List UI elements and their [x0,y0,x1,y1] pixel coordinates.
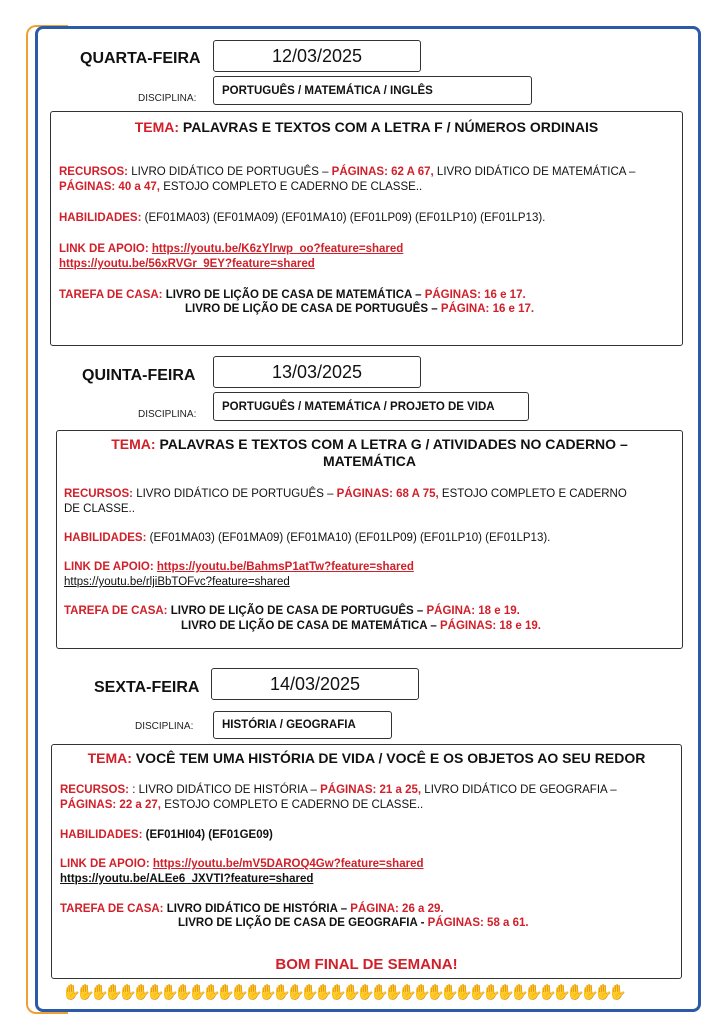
hand-print-icon: ✋ [384,984,403,1001]
tarefa-label: TAREFA DE CASA: [59,289,163,301]
tarefa-label: TAREFA DE CASA: [64,605,168,617]
hand-print-icon: ✋ [482,984,501,1001]
weekday-title: QUARTA-FEIRA [80,50,201,67]
hand-print-icon: ✋ [370,984,389,1001]
hand-print-icon: ✋ [272,984,291,1001]
recursos-pages: PÁGINAS: 62 A 67, [331,166,434,178]
hand-print-icon: ✋ [412,984,431,1001]
hand-print-icon: ✋ [468,984,487,1001]
habilidades-label: HABILIDADES: [64,532,147,544]
link-line-1 [64,560,414,575]
hand-print-icon: ✋ [258,984,277,1001]
recursos-text: LIVRO DIDÁTICO DE PORTUGUÊS – [131,166,329,178]
tarefa-pages: PÁGINA: 18 e 19. [426,605,520,617]
recursos-text: : LIVRO DIDÁTICO DE HISTÓRIA – [132,784,317,796]
hand-print-icon: ✋ [314,984,333,1001]
hand-print-icon: ✋ [118,984,137,1001]
recursos-line-1 [64,487,627,502]
link-line-2 [64,575,290,590]
tarefa-line-1 [60,902,444,917]
recursos-label: RECURSOS: [60,784,130,796]
hand-print-icon: ✋ [608,984,627,1001]
tarefa-line-2 [181,619,541,634]
hand-print-icon: ✋ [216,984,235,1001]
link-line-1 [59,242,403,257]
tema-text: VOCÊ TEM UMA HISTÓRIA DE VIDA / VOCÊ E OS OBJETOS AO SEU REDOR [135,750,646,766]
tarefa-line-2 [185,302,534,317]
hand-print-icon: ✋ [104,984,123,1001]
tema-text: PALAVRAS E TEXTOS COM A LETRA G / ATIVIDADES NO CADERNO – [159,436,628,452]
tarefa-text: LIVRO DE LIÇÃO DE CASA DE GEOGRAFIA - [178,917,425,929]
recursos-line-1 [60,783,617,798]
link-label: LINK DE APOIO: [59,243,149,255]
link-line-2 [59,257,315,272]
disciplina-box: PORTUGUÊS / MATEMÁTICA / INGLÊS [213,76,532,105]
recursos-line-2 [64,502,135,517]
tema-heading [52,750,681,767]
habilidades-label: HABILIDADES: [60,829,143,841]
hand-print-icon: ✋ [538,984,557,1001]
hand-print-icon: ✋ [230,984,249,1001]
link-label: LINK DE APOIO: [64,561,154,573]
tarefa-text: LIVRO DE LIÇÃO DE CASA DE MATEMÁTICA – [181,620,437,632]
hand-print-icon: ✋ [440,984,459,1001]
hand-print-icon: ✋ [426,984,445,1001]
disciplina-label: DISCIPLINA: [138,409,197,420]
hand-print-icon: ✋ [188,984,207,1001]
tarefa-pages: PÁGINAS: 58 a 61. [427,917,529,929]
support-link[interactable]: https://youtu.be/ALEe6_JXVTI?feature=shared [60,873,314,885]
support-link[interactable]: https://youtu.be/rljiBbTOFvc?feature=shared [64,576,290,588]
hand-print-icon: ✋ [594,984,613,1001]
hand-print-icon: ✋ [202,984,221,1001]
tarefa-text: LIVRO DIDÁTICO DE HISTÓRIA – [166,903,348,915]
tema-text: PALAVRAS E TEXTOS COM A LETRA F / NÚMEROS ORDINAIS [182,119,599,135]
disciplina-label: DISCIPLINA: [135,721,194,732]
hand-print-icon: ✋ [454,984,473,1001]
hand-print-icon: ✋ [356,984,375,1001]
hand-print-icon: ✋ [398,984,417,1001]
tema-text: MATEMÁTICA [322,453,417,469]
tarefa-text: LIVRO DE LIÇÃO DE CASA DE PORTUGUÊS – [170,605,424,617]
habilidades-line [64,531,550,546]
tarefa-pages: PÁGINA: 16 e 17. [440,303,535,315]
hand-print-icon: ✋ [524,984,543,1001]
tema-label: TEMA: [111,436,156,452]
hand-print-icon: ✋ [174,984,193,1001]
recursos-line-1 [59,165,635,180]
habilidades-text: (EF01HI04) (EF01GE09) [145,829,273,841]
tarefa-label: TAREFA DE CASA: [60,903,164,915]
lesson-card [50,111,683,346]
hand-print-border [62,984,662,1006]
hand-print-icon: ✋ [286,984,305,1001]
hand-print-icon: ✋ [552,984,571,1001]
recursos-text: LIVRO DIDÁTICO DE GEOGRAFIA – [424,784,617,796]
closing-message: BOM FINAL DE SEMANA! [275,956,458,973]
habilidades-line [59,211,545,226]
disciplina-box: PORTUGUÊS / MATEMÁTICA / PROJETO DE VIDA [213,392,529,421]
recursos-pages: PÁGINAS: 22 a 27, [60,799,161,811]
hand-print-icon: ✋ [300,984,319,1001]
hand-print-icon: ✋ [342,984,361,1001]
hand-print-icon: ✋ [244,984,263,1001]
tarefa-line-2 [178,916,529,931]
tarefa-pages: PÁGINAS: 18 e 19. [439,620,541,632]
hand-print-icon: ✋ [510,984,529,1001]
recursos-label: RECURSOS: [59,166,129,178]
hand-print-icon: ✋ [496,984,515,1001]
recursos-pages: PÁGINAS: 21 a 25, [320,784,422,796]
link-line-1 [60,857,424,872]
support-link[interactable]: https://youtu.be/K6zYlrwp_oo?feature=shared [151,243,404,255]
tarefa-line-1 [59,288,526,303]
date-box: 12/03/2025 [213,40,421,72]
recursos-text: ESTOJO COMPLETO E CADERNO DE CLASSE.. [164,799,424,811]
disciplina-box: HISTÓRIA / GEOGRAFIA [213,711,392,739]
date-box: 13/03/2025 [213,356,421,388]
tarefa-pages: PÁGINA: 26 a 29. [350,903,444,915]
tarefa-text: LIVRO DE LIÇÃO DE CASA DE MATEMÁTICA – [165,289,422,301]
support-link[interactable]: https://youtu.be/BahmsP1atTw?feature=shared [156,561,414,573]
weekday-title: QUINTA-FEIRA [82,367,196,384]
tema-label: TEMA: [87,750,132,766]
hand-print-icon: ✋ [62,984,81,1001]
date-box: 14/03/2025 [211,668,419,700]
link-label: LINK DE APOIO: [60,858,150,870]
tarefa-line-1 [64,604,520,619]
hand-print-icon: ✋ [160,984,179,1001]
tema-label: TEMA: [134,119,180,135]
tarefa-pages: PÁGINAS: 16 e 17. [424,289,526,301]
hand-print-icon: ✋ [580,984,599,1001]
habilidades-label: HABILIDADES: [59,212,142,224]
habilidades-line [60,828,273,843]
tarefa-text: LIVRO DE LIÇÃO DE CASA DE PORTUGUÊS – [185,303,438,315]
recursos-line-2 [60,798,423,813]
weekday-title: SEXTA-FEIRA [94,679,200,696]
habilidades-text: (EF01MA03) (EF01MA09) (EF01MA10) (EF01LP09) (EF01LP10) (EF01LP13). [144,212,546,224]
hand-print-icon: ✋ [132,984,151,1001]
lesson-card [56,430,683,649]
hand-print-icon: ✋ [146,984,165,1001]
recursos-pages: PÁGINAS: 68 A 75, [336,488,439,500]
recursos-text: ESTOJO COMPLETO E CADERNO DE CLASSE.. [163,181,423,193]
recursos-text: DE CLASSE.. [64,503,135,515]
recursos-pages: PÁGINAS: 40 a 47, [59,181,160,193]
recursos-text: LIVRO DIDÁTICO DE MATEMÁTICA – [436,166,636,178]
tema-heading [57,436,682,470]
disciplina-label: DISCIPLINA: [138,93,197,104]
link-line-2 [60,872,313,887]
recursos-text: LIVRO DIDÁTICO DE PORTUGUÊS – [136,488,334,500]
recursos-text: ESTOJO COMPLETO E CADERNO [441,488,627,500]
lesson-card [51,744,682,979]
habilidades-text: (EF01MA03) (EF01MA09) (EF01MA10) (EF01LP09) (EF01LP10) (EF01LP13). [149,532,551,544]
hand-print-icon: ✋ [566,984,585,1001]
hand-print-icon: ✋ [328,984,347,1001]
recursos-line-2 [59,180,422,195]
support-link[interactable]: https://youtu.be/mV5DAROQ4Gw?feature=shared [152,858,424,870]
support-link[interactable]: https://youtu.be/56xRVGr_9EY?feature=shared [59,258,315,270]
recursos-label: RECURSOS: [64,488,134,500]
hand-print-icon: ✋ [90,984,109,1001]
hand-print-icon: ✋ [76,984,95,1001]
tema-heading [51,119,682,136]
